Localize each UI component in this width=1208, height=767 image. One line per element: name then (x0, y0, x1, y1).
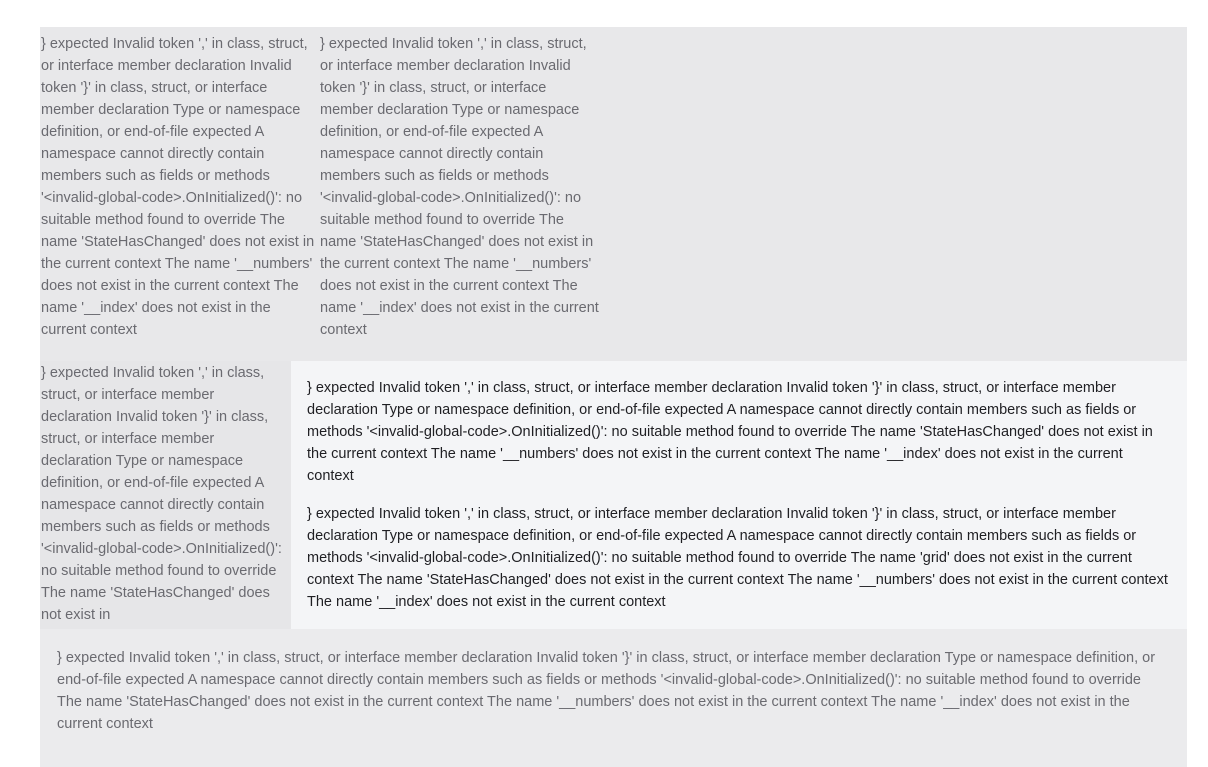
main-error-message-1: } expected Invalid token ',' in class, struct, or interface member declaration Invalid token '}' in class, struct, or interface member declaration Type or namespace definition, or end-of-file expected A namespace cannot directly contain members such as fields or methods '<invalid-global-code>.OnInitialized()': no suitable method found to override The name 'StateHasChanged' does not exist in the current context The name '__numbers' does not exist in the current context The name '__index' does not exist in the current context (307, 380, 1153, 484)
left-error-panel (40, 361, 291, 629)
left-error-message: } expected Invalid token ',' in class, struct, or interface member declaration Invalid token '}' in class, struct, or interface member declaration Type or namespace definition, or end-of-file expected A namespace cannot directly contain members such as fields or methods '<invalid-global-code>.OnInitialized()': no suitable method found to override The name 'StateHasChanged' does not exist in (41, 365, 282, 623)
main-error-message-2: } expected Invalid token ',' in class, struct, or interface member declaration Invalid token '}' in class, struct, or interface member declaration Type or namespace definition, or end-of-file expected A namespace cannot directly contain members such as fields or methods '<invalid-global-code>.OnInitialized()': no suitable method found to override The name 'grid' does not exist in the current context The name 'StateHasChanged' does not exist in the current context The name '__numbers' does not exist in the current context The name '__index' does not exist in the current context (307, 506, 1168, 610)
bottom-error-panel (40, 629, 1187, 767)
main-error-panel (291, 361, 1187, 629)
bottom-error-message: } expected Invalid token ',' in class, struct, or interface member declaration Invalid token '}' in class, struct, or interface member declaration Type or namespace definition, or end-of-file expected A namespace cannot directly contain members such as fields or methods '<invalid-global-code>.OnInitialized()': no suitable method found to override The name 'StateHasChanged' does not exist in the current context The name '__numbers' does not exist in the current context The name '__index' does not exist in the current context (57, 650, 1156, 732)
error-message-column-a: } expected Invalid token ',' in class, struct, or interface member declaration Invalid token '}' in class, struct, or interface member declaration Type or namespace definition, or end-of-file expected A namespace cannot directly contain members such as fields or methods '<invalid-global-code>.OnInitialized()': no suitable method found to override The name 'StateHasChanged' does not exist in the current context The name '__numbers' does not exist in the current context The name '__index' does not exist in the current context (41, 36, 315, 338)
error-message-column-b: } expected Invalid token ',' in class, struct, or interface member declaration Invalid token '}' in class, struct, or interface member declaration Type or namespace definition, or end-of-file expected A namespace cannot directly contain members such as fields or methods '<invalid-global-code>.OnInitialized()': no suitable method found to override The name 'StateHasChanged' does not exist in the current context The name '__numbers' does not exist in the current context The name '__index' does not exist in the current context (320, 36, 599, 338)
